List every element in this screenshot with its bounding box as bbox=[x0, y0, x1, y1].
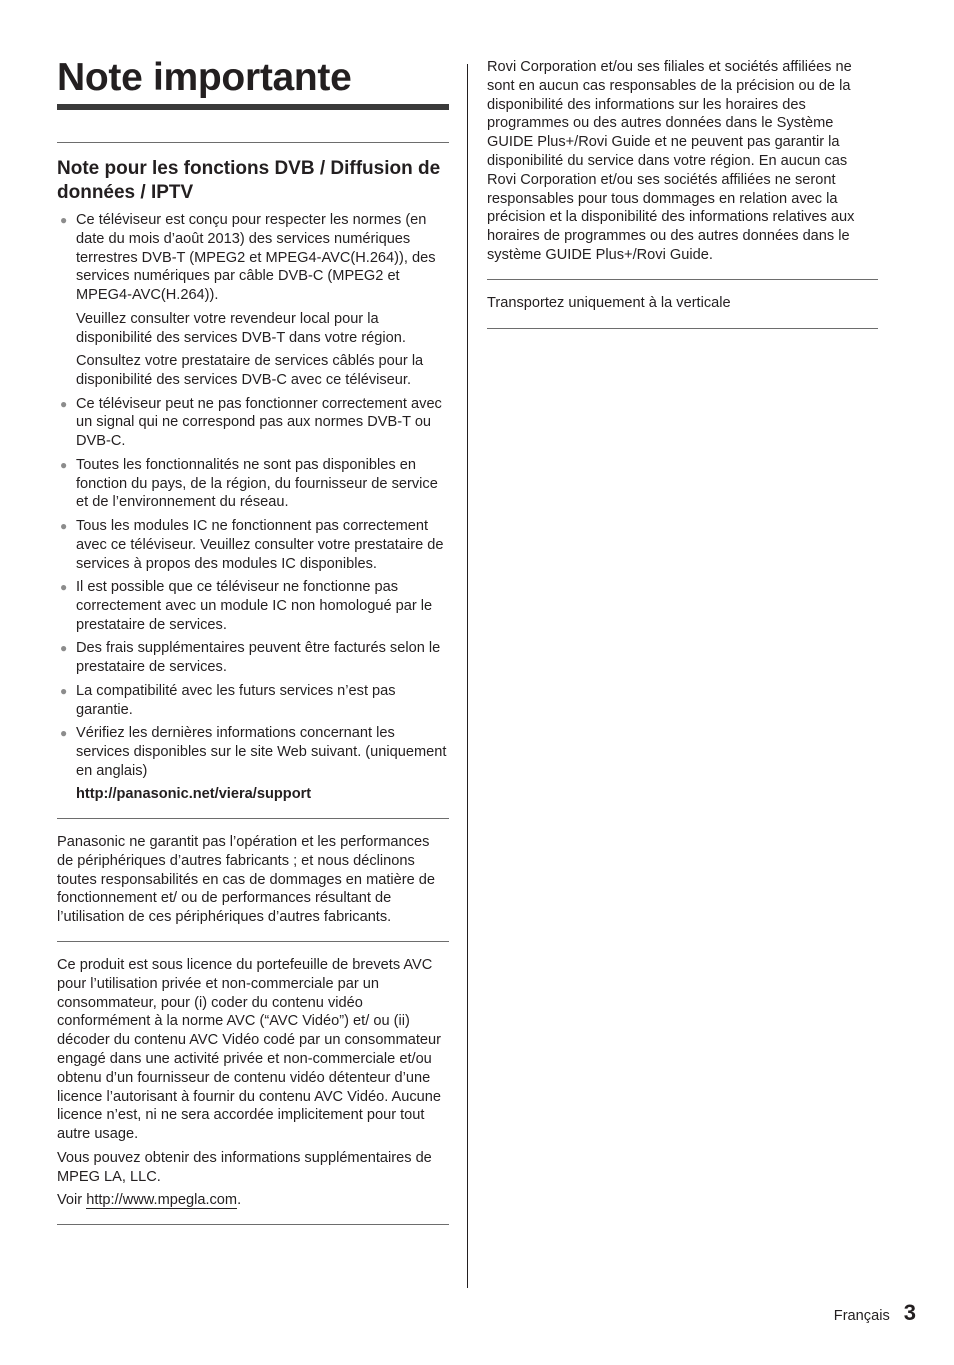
bullet-text: Ce téléviseur peut ne pas fonctionner correctement avec un signal qui ne correspond pas aux normes DVB-T ou DVB-C. bbox=[76, 395, 442, 450]
bullet-icon: ● bbox=[60, 726, 68, 741]
list-item bbox=[57, 211, 449, 305]
list-item bbox=[57, 682, 449, 720]
dvb-bullet-list-continued bbox=[57, 395, 449, 781]
left-column bbox=[57, 52, 449, 1225]
voir-suffix: . bbox=[237, 1192, 242, 1209]
mpegla-link[interactable]: http://www.mpegla.com bbox=[86, 1192, 238, 1209]
bullet-icon: ● bbox=[60, 457, 68, 472]
bullet-icon: ● bbox=[60, 396, 68, 411]
title-underline bbox=[57, 104, 449, 110]
sub-paragraph: Veuillez consulter votre revendeur local pour la disponibilité des services DVB-T dans votre région. bbox=[76, 310, 406, 346]
license-info-paragraph: Vous pouvez obtenir des informations supplémentaires de MPEG LA, LLC. bbox=[57, 1149, 432, 1185]
section-divider bbox=[487, 328, 878, 329]
bullet-icon: ● bbox=[60, 641, 68, 656]
bullet-text: Toutes les fonctionnalités ne sont pas disponibles en fonction du pays, de la région, du fournisseur de service et de l’environnement du réseau. bbox=[76, 456, 438, 511]
bullet-text: Tous les modules IC ne fonctionnent pas correctement avec ce téléviseur. Veuillez consulter votre prestataire de services à propos des modules IC disponibles. bbox=[76, 517, 444, 572]
bullet-icon: ● bbox=[60, 683, 68, 698]
bullet-text: Il est possible que ce téléviseur ne fonctionne pas correctement avec un module IC non homologué par le prestataire de services. bbox=[76, 579, 433, 633]
license-paragraph: Ce produit est sous licence du portefeuille de brevets AVC pour l’utilisation privée et non-commerciale par un consommateur, pour (i) coder du contenu vidéo conformément à la norme AVC (“AVC Vidéo”) et/ ou (ii) décoder du contenu AVC Vidéo codé par un consommateur engagé dans une activité privée et non-commerciale et/ou obtenu d’un fournisseur de contenu vidéo détenteur d’une licence l’autorisant à fournir du contenu AVC Vidéo. Aucune licence n’est, ni ne sera accordée implicitement pour tout autre usage. bbox=[57, 957, 442, 1143]
column-divider bbox=[467, 64, 468, 1288]
bullet-text: Des frais supplémentaires peuvent être facturés selon le prestataire de services. bbox=[76, 640, 441, 676]
list-item bbox=[57, 639, 449, 677]
footer-language: Français bbox=[833, 1308, 890, 1324]
bullet-text: La compatibilité avec les futurs services n’est pas garantie. bbox=[76, 682, 396, 718]
list-item bbox=[57, 578, 449, 634]
third-party-notice bbox=[57, 819, 449, 941]
notice-paragraph: Panasonic ne garantit pas l’opération et les performances de périphériques d’autres fabricants ; et nous déclinons toutes responsabilités en cas de dommages en matière de fonctionnement et/ ou de performances résultant de l’utilisation de ces périphériques d’autres fabricants. bbox=[57, 834, 436, 926]
voir-line bbox=[57, 1191, 449, 1210]
dvb-bullet-list bbox=[57, 211, 449, 305]
avc-license-notice bbox=[57, 942, 449, 1224]
list-item bbox=[57, 724, 449, 780]
voir-prefix: Voir bbox=[57, 1192, 87, 1209]
section-divider bbox=[57, 1224, 449, 1225]
bullet-icon: ● bbox=[60, 213, 68, 227]
section-divider bbox=[487, 279, 878, 280]
bullet-icon: ● bbox=[60, 518, 68, 533]
support-url[interactable]: http://panasonic.net/viera/support bbox=[76, 786, 312, 803]
rovi-notice: Rovi Corporation et/ou ses filiales et sociétés affiliées ne sont en aucun cas responsables de la précision ou de la disponibilité des informations sur les horaires des programmes ou des autres données dans le Système GUIDE Plus+/Rovi Guide et ne peuvent pas garantir la disponibilité du service dans votre région. En aucun cas Rovi Corporation et/ou ses sociétés affiliées ne seront responsables pour tous dommages en relation avec la précision et la disponibilité des informations relatives aux horaires de programmes ou des autres données dans le système GUIDE Plus+/Rovi Guide. bbox=[487, 59, 855, 263]
bullet-text: Ce téléviseur est conçu pour respecter les normes (en date du mois d’août 2013) des services numériques terrestres DVB-T (MPEG2 et MPEG4-AVC(H.264)), des services numériques par câble DVB-C (MPEG2 et MPEG4-AVC(H.264)). bbox=[76, 212, 436, 304]
page-title: Note importante bbox=[57, 56, 352, 99]
right-column bbox=[487, 58, 878, 329]
list-item bbox=[57, 456, 449, 512]
sub-paragraph: Consultez votre prestataire de services câblés pour la disponibilité des services DVB-C avec ce téléviseur. bbox=[76, 353, 424, 388]
page-footer bbox=[834, 1300, 916, 1326]
section-divider bbox=[57, 142, 449, 143]
page-number: 3 bbox=[903, 1300, 916, 1325]
list-item bbox=[57, 517, 449, 573]
transport-notice: Transportez uniquement à la verticale bbox=[487, 294, 731, 311]
bullet-icon: ● bbox=[60, 580, 68, 595]
list-item bbox=[57, 395, 449, 451]
section-heading-dvb: Note pour les fonctions DVB / Diffusion de données / IPTV bbox=[57, 158, 441, 203]
bullet-text: Vérifiez les dernières informations concernant les services disponibles sur le site Web suivant. (uniquement en anglais) bbox=[76, 725, 447, 779]
